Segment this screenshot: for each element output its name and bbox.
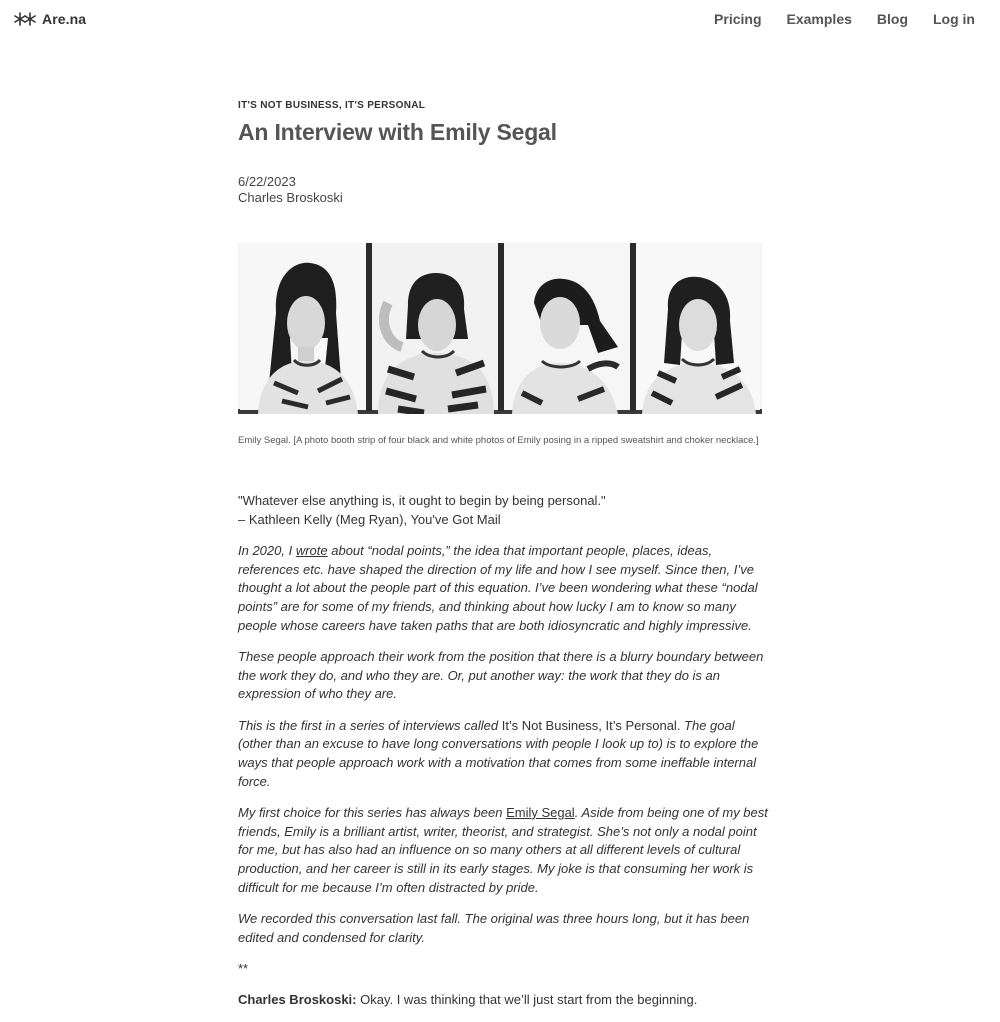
paragraph-2: These people approach their work from the position that there is a blurry boundary between the work they do, and who they are. Or, put another way: the work that they do is an expression of who they are. [238,648,764,702]
logo-link[interactable] [14,11,86,27]
wrote-link[interactable]: wrote [295,542,328,558]
paragraph-1 [238,542,768,636]
nav-pricing[interactable]: Pricing [714,11,762,27]
paragraph-5: We recorded this conversation last fall. The original was three hours long, but it has been edited and condensed for clarity. [238,910,750,945]
site-header [0,0,1000,40]
article-date: 6/22/2023 [238,174,296,189]
article-author: Charles Broskoski [238,190,343,205]
dialogue-text: Okay. I was thinking that we’ll just start from the beginning. [356,991,698,1007]
emily-segal-link[interactable]: Emily Segal [506,804,575,820]
article-kicker: IT'S NOT BUSINESS, IT'S PERSONAL [238,100,426,111]
article-meta [238,174,343,206]
p1-text-a: In 2020, I [238,542,296,558]
nav-blog[interactable]: Blog [876,11,908,27]
photo-booth-strip [238,243,762,414]
arena-logo-icon [14,11,36,27]
nav-examples[interactable]: Examples [786,11,852,27]
article-title: An Interview with Emily Segal [238,119,557,145]
top-nav [714,11,975,27]
epigraph [238,492,768,529]
logo-text: Are.na [42,11,87,27]
epigraph-quote: "Whatever else anything is, it ought to begin by being personal." [238,493,606,508]
p3-text-a: This is the first in a series of interviews called [238,717,502,733]
series-name: It’s Not Business, It’s Personal. [501,717,681,733]
p1-text-b: about “nodal points,” the idea that important people, places, ideas, references etc. have shaped the direction of my life and how I see myself. Since then, I’ve thought a lot about the people part of this equation. I’ve been wondering what these “nodal points” are for some of my friends, and thinking about how lucky I am to know so many people whose careers have taken paths that are both idiosyncratic and highly impressive. [238,542,758,633]
p3-text-b: The goal (other than an excuse to have long conversations with people I look up to) is to explore the ways that people approach work with a motivation that comes from some ineffable internal force. [238,717,759,789]
paragraph-3 [238,717,768,792]
nav-login[interactable]: Log in [933,11,975,27]
dialogue-line [238,991,768,1010]
photo-frame-2 [372,244,498,414]
speaker-name: Charles Broskoski: [238,991,357,1007]
article-body [238,492,768,1022]
photo-frame-4 [636,244,760,414]
photo-frame-3 [504,244,630,414]
section-separator: ** [238,960,249,976]
image-caption: Emily Segal. [A photo booth strip of four black and white photos of Emily posing in a ripped sweatshirt and choker necklace.] [238,435,759,446]
p4-text-a: My first choice for this series has always been [238,804,507,820]
photo-frame-1 [240,244,366,414]
p4-text-b: . Aside from being one of my best friends, Emily is a brilliant artist, writer, theorist, and strategist. She’s not only a nodal point for me, but has also had an influence on so many others at all different levels of cultural production, and her career is still in its early stages. My joke is that consuming her work is difficult for me because I’m often distracted by pride. [238,804,768,895]
paragraph-4 [238,804,768,898]
epigraph-attribution: – Kathleen Kelly (Meg Ryan), You've Got Mail [238,511,501,527]
